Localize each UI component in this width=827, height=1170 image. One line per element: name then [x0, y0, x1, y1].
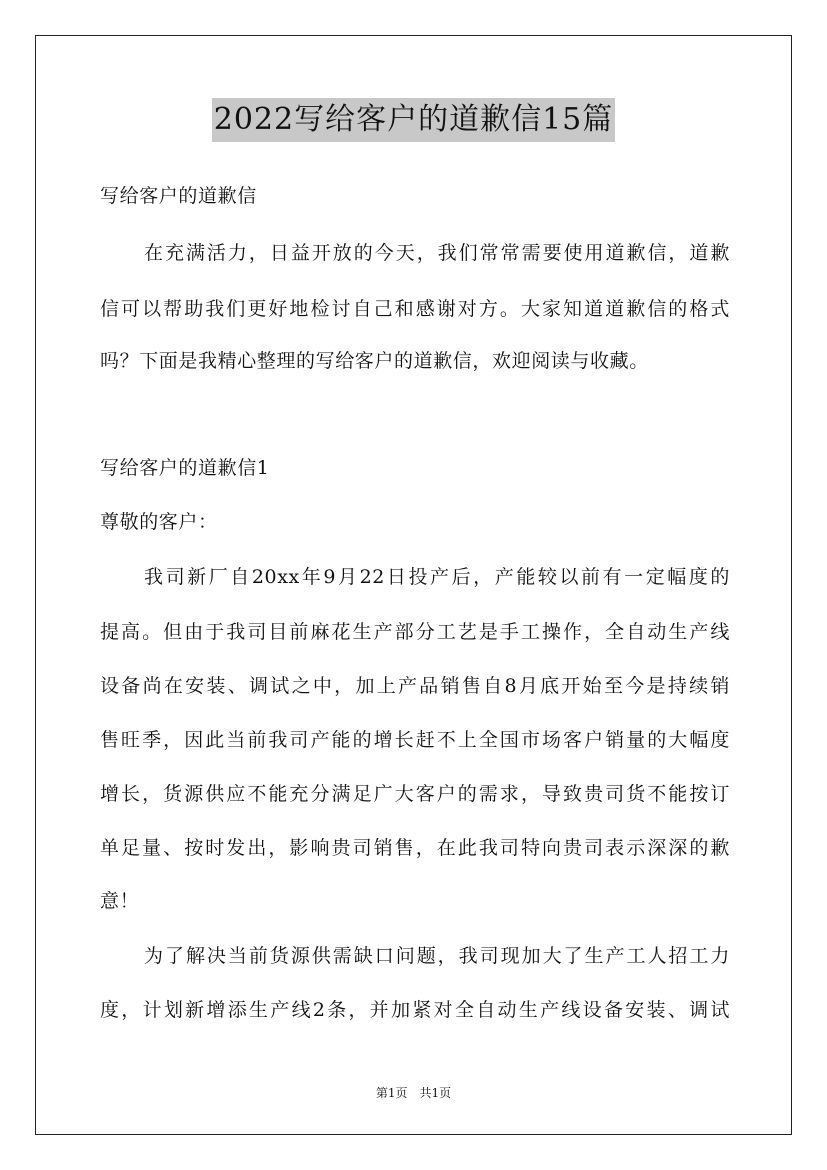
page-footer: 第1页 共1页 — [375, 1086, 452, 1100]
body-line-4: 售旺季，因此当前我司产能的增长赶不上全国市场客户销量的大幅度 — [100, 729, 730, 751]
salutation: 尊敬的客户： — [100, 511, 218, 533]
document-title: 2022写给客户的道歉信15篇 — [212, 98, 616, 142]
body-line-2: 提高。但由于我司目前麻花生产部分工艺是手工操作，全自动生产线 — [100, 621, 730, 643]
intro-line-2: 信可以帮助我们更好地检讨自己和感谢对方。大家知道道歉信的格式 — [100, 298, 730, 320]
body-line-9: 度，计划新增添生产线2条，并加紧对全自动生产线设备安装、调试 — [100, 999, 730, 1021]
section-heading: 写给客户的道歉信1 — [100, 457, 270, 479]
body-line-1: 我司新厂自20xx年9月22日投产后，产能较以前有一定幅度的 — [144, 566, 730, 588]
intro-line-3: 吗？下面是我精心整理的写给客户的道歉信，欢迎阅读与收藏。 — [100, 350, 649, 372]
body-line-7: 意！ — [100, 890, 140, 912]
body-line-8: 为了解决当前货源供需缺口问题，我司现加大了生产工人招工力 — [144, 945, 730, 967]
subtitle: 写给客户的道歉信 — [100, 185, 257, 207]
body-line-3: 设备尚在安装、调试之中，加上产品销售自8月底开始至今是持续销 — [100, 675, 730, 697]
intro-line-1: 在充满活力，日益开放的今天，我们常常需要使用道歉信，道歉 — [144, 242, 730, 264]
title-container — [0, 98, 827, 142]
body-line-5: 增长，货源供应不能充分满足广大客户的需求，导致贵司货不能按订 — [100, 783, 730, 805]
body-line-6: 单足量、按时发出，影响贵司销售，在此我司特向贵司表示深深的歉 — [100, 837, 730, 859]
